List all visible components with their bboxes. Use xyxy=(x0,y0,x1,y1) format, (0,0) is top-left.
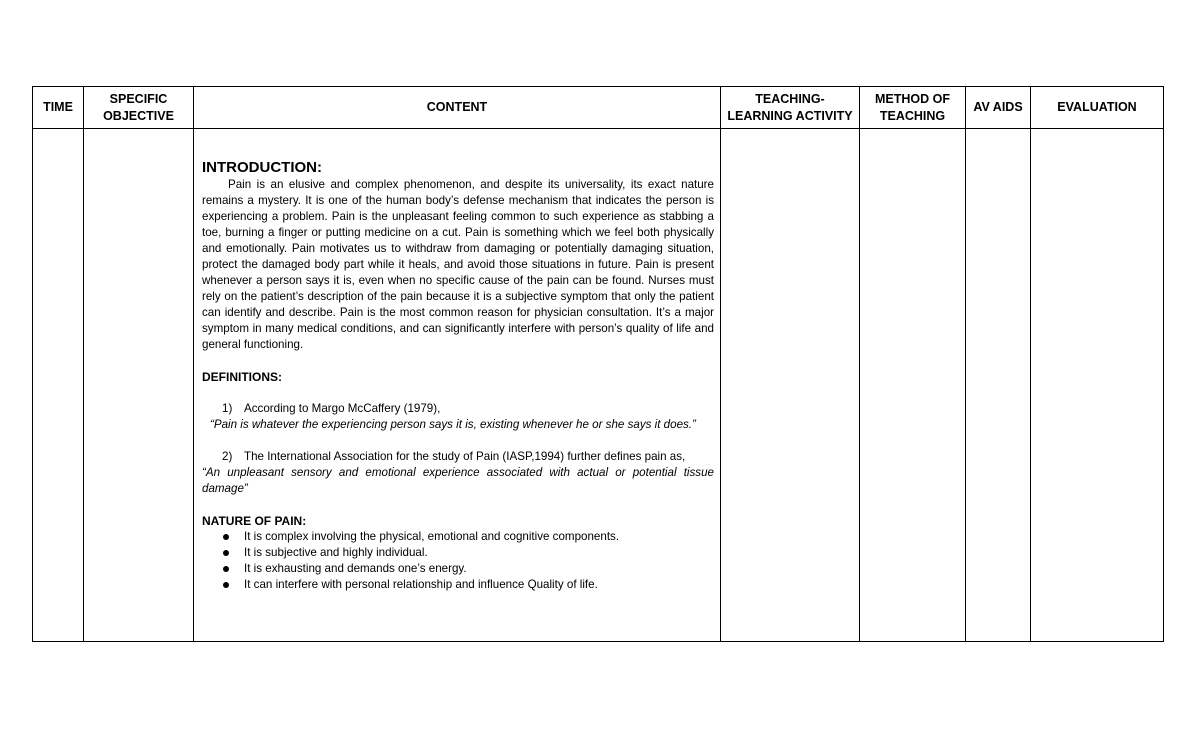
cell-av-aids xyxy=(966,129,1031,642)
cell-teaching-learning-activity xyxy=(721,129,860,642)
list-item: It is exhausting and demands one’s energy. xyxy=(202,561,714,577)
definition-quote: “Pain is whatever the experiencing person says it is, existing whenever he or she says it does.” xyxy=(210,418,696,431)
nature-of-pain-heading: NATURE OF PAIN: xyxy=(202,514,307,528)
cell-method-of-teaching xyxy=(860,129,966,642)
bullet-icon xyxy=(223,566,229,572)
definitions-heading: DEFINITIONS: xyxy=(202,370,282,384)
header-av-aids: AV AIDS xyxy=(966,87,1031,129)
list-item: It is subjective and highly individual. xyxy=(202,545,714,561)
bullet-icon xyxy=(223,582,229,588)
cell-content xyxy=(194,129,721,642)
introduction-heading: INTRODUCTION: xyxy=(202,159,322,176)
header-evaluation: EVALUATION xyxy=(1031,87,1164,129)
header-time: TIME xyxy=(33,87,84,129)
bullet-icon xyxy=(223,550,229,556)
nature-of-pain-list xyxy=(202,529,714,593)
header-teaching-learning-activity: TEACHING- LEARNING ACTIVITY xyxy=(721,87,860,129)
body-row xyxy=(33,129,1164,642)
definition-item: 1) According to Margo McCaffery (1979), xyxy=(222,402,441,415)
header-content: CONTENT xyxy=(194,87,721,129)
definition-quote: “An unpleasant sensory and emotional experience associated with actual or potential tissue damage” xyxy=(202,466,714,495)
lesson-plan-table xyxy=(32,86,1164,642)
header-method-of-teaching: METHOD OF TEACHING xyxy=(860,87,966,129)
list-item: It is complex involving the physical, emotional and cognitive components. xyxy=(202,529,714,545)
cell-specific-objective xyxy=(84,129,194,642)
cell-time xyxy=(33,129,84,642)
header-row xyxy=(33,87,1164,129)
definition-item: 2) The International Association for the study of Pain (IASP,1994) further defines pain as, xyxy=(222,450,686,463)
header-specific-objective: SPECIFIC OBJECTIVE xyxy=(84,87,194,129)
list-item: It can interfere with personal relationship and influence Quality of life. xyxy=(202,577,714,593)
bullet-icon xyxy=(223,534,229,540)
introduction-paragraph: Pain is an elusive and complex phenomenon, and despite its universality, its exact nature remains a mystery. It is one of the human body’s defense mechanism that indicates the person is experiencing a problem. Pain is the unpleasant feeling common to such experience as stabbing a toe, burning a finger or putting medicine on a cut. Pain is something which we feel both physically and emotionally. Pain motivates us to withdraw from damaging or potentially damaging situation, protect the damaged body part while it heals, and avoid those situations in future. Pain is present whenever a person says it is, even when no specific cause of the pain can be found. Nurses must rely on the patient’s description of the pain because it is a subjective symptom that only the patient can identify and describe. Pain is the most common reason for physician consultation. It’s a major symptom in many medical conditions, and can significantly interfere with person’s quality of life and general functioning. xyxy=(202,178,714,351)
cell-evaluation xyxy=(1031,129,1164,642)
